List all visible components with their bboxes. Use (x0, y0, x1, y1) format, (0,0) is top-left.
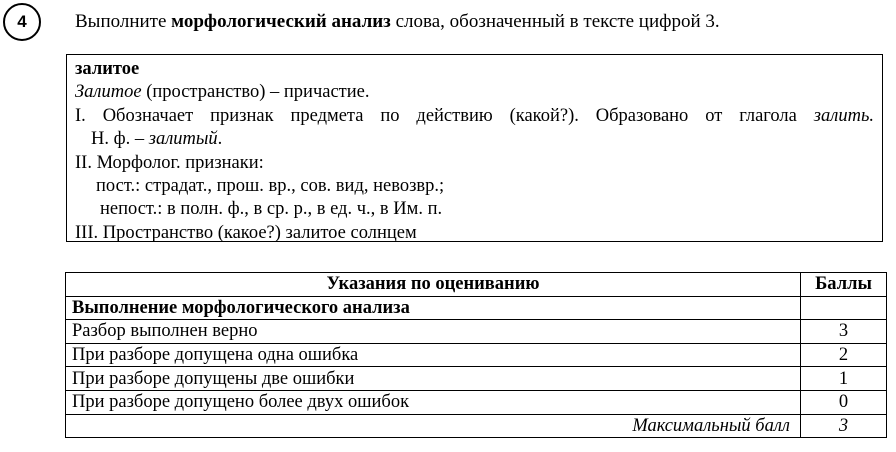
criterion-label: Разбор выполнен верно (66, 320, 801, 344)
max-score-row (66, 414, 887, 438)
task-instruction (75, 11, 720, 33)
answer-box (66, 54, 883, 242)
table-row (66, 343, 887, 367)
answer-part1-verb: залить. (813, 105, 874, 126)
answer-nf-prefix: Н. ф. – (91, 129, 149, 150)
criterion-points: 2 (801, 343, 887, 367)
table-row (66, 320, 887, 344)
grading-table (65, 272, 887, 438)
answer-part3-prefix: III. Пространство (какое?) (75, 222, 286, 243)
criterion-points: 0 (801, 390, 887, 414)
answer-nf-word: залитый (148, 129, 218, 150)
criterion-points: 3 (801, 320, 887, 344)
task-text-prefix: Выполните (75, 11, 172, 32)
answer-part2-constant: пост.: страдат., прош. вр., сов. вид, невозвр.; (96, 176, 445, 197)
criterion-label: При разборе допущено более двух ошибок (66, 390, 801, 414)
answer-word-text: залитое (75, 59, 140, 79)
criterion-label: При разборе допущены две ошибки (66, 367, 801, 391)
answer-pos-text: (пространство) – причастие. (141, 82, 370, 103)
answer-line-pos (75, 81, 874, 104)
table-row (66, 367, 887, 391)
max-score-value: 3 (801, 414, 887, 438)
answer-part3-phrase: залитое солнцем (285, 222, 417, 243)
answer-part3 (75, 222, 874, 245)
answer-part2-nonconstant: непост.: в полн. ф., в ср. р., в ед. ч., в Им. п. (100, 199, 443, 220)
answer-word-italic: Залитое (75, 82, 142, 103)
question-number-badge: 4 (3, 3, 41, 41)
grading-header-row (66, 273, 887, 297)
table-row (66, 390, 887, 414)
section-points-empty (801, 296, 887, 320)
task-text-suffix: слова, обозначенный в тексте цифрой 3. (390, 11, 720, 32)
answer-word (75, 58, 874, 81)
answer-part1 (75, 105, 874, 128)
task-text-bold: морфологический анализ (171, 11, 391, 32)
header-points: Баллы (801, 273, 887, 297)
grading-section-row (66, 296, 887, 320)
answer-nf-end: . (217, 129, 223, 150)
criterion-label: При разборе допущена одна ошибка (66, 343, 801, 367)
answer-part1-text: I. Обозначает признак предмета по действию (какой?). Образовано от глагола (75, 105, 797, 126)
header-criteria: Указания по оцениванию (66, 273, 801, 297)
criterion-points: 1 (801, 367, 887, 391)
section-title: Выполнение морфологического анализа (66, 296, 801, 320)
answer-part1-initial-form (75, 128, 874, 151)
answer-part2-title: II. Морфолог. признаки: (75, 152, 264, 173)
max-score-label: Максимальный балл (66, 414, 801, 438)
